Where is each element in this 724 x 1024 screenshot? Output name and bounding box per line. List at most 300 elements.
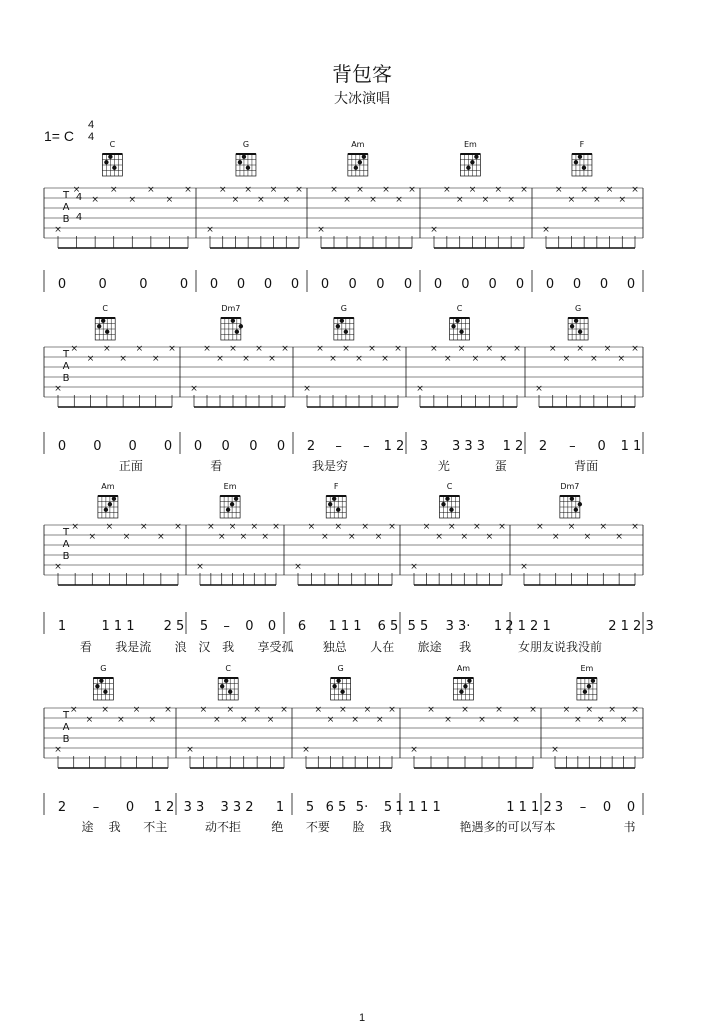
finger-dot: [587, 684, 591, 688]
tab-mark: ×: [71, 522, 79, 532]
chord-diagram: [236, 140, 256, 176]
tab-mark: ×: [132, 705, 141, 715]
tab-mark: ×: [207, 522, 215, 532]
tab-clef-letter: B: [62, 734, 70, 745]
finger-dot: [99, 679, 103, 683]
chord-diagram: [326, 482, 346, 518]
jianpu-note: 0: [403, 277, 413, 292]
tab-mark: ×: [244, 185, 252, 195]
chord-diagram: [348, 140, 368, 176]
system-1: [44, 140, 643, 292]
song-subtitle: 大冰演唱: [334, 91, 390, 107]
jianpu-note: 0: [98, 277, 107, 292]
finger-dot: [101, 319, 105, 323]
tab-mark: ×: [603, 344, 612, 354]
tab-mark: ×: [374, 532, 383, 542]
jianpu-note: 6 5: [325, 800, 347, 815]
chord-diagram: [450, 304, 470, 340]
jianpu-note: 0: [193, 439, 203, 454]
jianpu-note: 2: [538, 439, 548, 454]
tab-mark: ×: [520, 185, 528, 195]
finger-dot: [467, 679, 471, 683]
lyric-text: 旅途: [417, 640, 442, 654]
tab-mark: ×: [554, 185, 563, 195]
tab-clef-letter: A: [62, 361, 70, 372]
tab-mark: ×: [369, 195, 377, 205]
tab-mark: ×: [388, 705, 396, 715]
tab-mark: ×: [535, 384, 543, 394]
tab-mark: ×: [329, 354, 337, 364]
tab-mark: ×: [168, 344, 176, 354]
tab-mark: ×: [422, 522, 431, 532]
chord-name: C: [109, 140, 116, 149]
tab-clef-letter: T: [62, 349, 70, 360]
tab-mark: ×: [239, 532, 248, 542]
finger-dot: [97, 324, 101, 328]
finger-dot: [574, 319, 578, 323]
lyric-text: 我: [459, 640, 472, 654]
lyric-text: 正面: [118, 459, 143, 473]
tab-mark: ×: [485, 344, 494, 354]
tab-mark: ×: [343, 195, 351, 205]
jianpu-note: 0: [163, 439, 173, 454]
chord-diagram: [440, 482, 460, 518]
lyric-text: 享受孤: [257, 640, 294, 654]
tab-mark: ×: [394, 344, 402, 354]
finger-dot: [246, 166, 250, 170]
tab-mark: ×: [576, 344, 584, 354]
tab-mark: ×: [596, 715, 605, 725]
finger-dot: [459, 330, 463, 334]
lyric-text: 书: [623, 820, 636, 834]
jianpu-note: 1: [57, 619, 67, 634]
tab-mark: ×: [229, 344, 237, 354]
chord-name: C: [225, 664, 231, 673]
lyric-text: 途: [81, 820, 94, 834]
jianpu-note: 1 2: [153, 800, 175, 815]
tab-mark: ×: [416, 384, 424, 394]
jianpu-note: 0: [236, 277, 246, 292]
tab-mark: ×: [326, 715, 335, 725]
tab-mark: ×: [593, 195, 601, 205]
finger-dot: [108, 502, 112, 506]
chord-diagram: [460, 140, 480, 176]
tab-mark: ×: [355, 354, 363, 364]
finger-dot: [474, 155, 478, 159]
finger-dot: [470, 160, 474, 164]
tab-mark: ×: [54, 745, 62, 755]
chord-name: Am: [351, 140, 365, 149]
tab-mark: ×: [109, 185, 118, 195]
finger-dot: [231, 319, 235, 323]
jianpu-note: 2 5: [163, 619, 185, 634]
jianpu-note: 0: [209, 277, 219, 292]
lyric-text: 我: [222, 640, 235, 654]
tab-mark: ×: [206, 225, 214, 235]
jianpu-note: 0: [263, 277, 273, 292]
tab-mark: ×: [512, 715, 520, 725]
finger-dot: [328, 502, 332, 506]
jianpu-note: 0: [139, 277, 148, 292]
chord-name: G: [340, 304, 347, 313]
finger-dot: [235, 330, 239, 334]
jianpu-note: 3 3 3: [451, 439, 486, 454]
chord-diagram: [560, 482, 582, 518]
chord-name: G: [242, 140, 250, 149]
chord-diagram: [218, 664, 238, 700]
tab-mark: ×: [368, 344, 376, 354]
jianpu-note: 5 5: [407, 619, 429, 634]
tab-mark: ×: [217, 532, 226, 542]
jianpu-note: 1: [275, 800, 285, 815]
tab-mark: ×: [562, 705, 571, 715]
lyric-text: 汉: [198, 640, 211, 654]
chord-diagram: [98, 482, 118, 518]
jianpu-note: 2: [306, 439, 316, 454]
tab-mark: ×: [599, 522, 608, 532]
jianpu-note: 0: [57, 277, 67, 292]
tab-mark: ×: [199, 705, 208, 715]
tab-mark: ×: [330, 185, 338, 195]
lyric-text: 浪: [174, 640, 187, 654]
system-4: [44, 664, 643, 834]
jianpu-note: –: [569, 439, 576, 454]
tab-mark: ×: [498, 522, 506, 532]
tab-mark: ×: [250, 522, 259, 532]
finger-dot: [574, 508, 578, 512]
lyric-text: 不主: [143, 820, 168, 834]
tab-mark: ×: [295, 185, 303, 195]
tab-mark: ×: [435, 532, 443, 542]
finger-dot: [220, 684, 224, 688]
key-signature: 1= C: [44, 128, 74, 144]
finger-dot: [583, 690, 587, 694]
tab-mark: ×: [54, 562, 62, 572]
tab-mark: ×: [280, 705, 288, 715]
tab-mark: ×: [239, 715, 248, 725]
jianpu-note: 3 3·: [445, 619, 471, 634]
jianpu-note: 0: [57, 439, 67, 454]
finger-dot: [451, 324, 455, 328]
jianpu-note: 5: [199, 619, 209, 634]
finger-dot: [459, 690, 463, 694]
tab-time-top: 4: [75, 192, 83, 203]
jianpu-note: 5·: [355, 800, 369, 815]
lyric-text: 脸: [352, 820, 365, 834]
tab-mark: ×: [408, 185, 416, 195]
jianpu-note: 1 1 1: [328, 619, 362, 634]
chord-name: Em: [580, 664, 594, 673]
tab-mark: ×: [147, 185, 155, 195]
tab-mark: ×: [631, 185, 639, 195]
tab-mark: ×: [164, 705, 172, 715]
chord-diagram: [453, 664, 473, 700]
tab-mark: ×: [135, 344, 144, 354]
tab-mark: ×: [321, 532, 329, 542]
jianpu-note: 0: [348, 277, 357, 292]
lyric-text: 看: [79, 640, 92, 654]
chord-name: G: [574, 304, 582, 313]
tab-mark: ×: [261, 532, 269, 542]
finger-dot: [358, 160, 362, 164]
tab-mark: ×: [91, 195, 99, 205]
jianpu-note: 0: [376, 277, 385, 292]
tab-mark: ×: [257, 195, 265, 205]
jianpu-note: 0: [276, 439, 286, 454]
tab-mark: ×: [562, 354, 571, 364]
tab-mark: ×: [307, 522, 316, 532]
jianpu-note: 0: [597, 439, 606, 454]
finger-dot: [449, 508, 453, 512]
jianpu-note: 0: [488, 277, 497, 292]
tab-mark: ×: [148, 715, 157, 725]
tab-mark: ×: [342, 344, 350, 354]
tab-mark: ×: [590, 354, 598, 364]
tab-mark: ×: [231, 195, 240, 205]
finger-dot: [445, 497, 449, 501]
jianpu-note: 1: [493, 619, 503, 634]
finger-dot: [105, 330, 109, 334]
finger-dot: [455, 319, 459, 323]
tab-mark: ×: [253, 705, 261, 715]
finger-dot: [582, 166, 586, 170]
tab-mark: ×: [174, 522, 182, 532]
tab-mark: ×: [216, 354, 224, 364]
tab-mark: ×: [460, 532, 469, 542]
chord-name: Em: [463, 140, 477, 149]
tab-mark: ×: [266, 715, 275, 725]
tab-mark: ×: [269, 185, 278, 195]
finger-dot: [578, 330, 582, 334]
tab-mark: ×: [495, 705, 503, 715]
lyric-text: 看: [210, 459, 223, 473]
finger-dot: [578, 155, 582, 159]
tab-mark: ×: [347, 532, 356, 542]
tab-mark: ×: [507, 195, 515, 205]
tab-mark: ×: [351, 715, 359, 725]
tab-mark: ×: [314, 705, 323, 715]
finger-dot: [228, 690, 232, 694]
tab-mark: ×: [186, 745, 194, 755]
chord-name: F: [333, 482, 339, 491]
tab-mark: ×: [302, 745, 310, 755]
tab-mark: ×: [631, 705, 639, 715]
jianpu-note: 3: [419, 439, 429, 454]
tab-mark: ×: [294, 562, 302, 572]
tab-clef-letter: B: [62, 373, 70, 384]
finger-dot: [463, 684, 467, 688]
tab-mark: ×: [473, 522, 481, 532]
tab-mark: ×: [605, 185, 614, 195]
tab-mark: ×: [272, 522, 280, 532]
tab-mark: ×: [455, 195, 464, 205]
tab-mark: ×: [618, 195, 627, 205]
tab-mark: ×: [382, 185, 390, 195]
tab-mark: ×: [356, 185, 364, 195]
tab-mark: ×: [499, 354, 507, 364]
jianpu-note: 0: [290, 277, 300, 292]
chord-name: G: [100, 664, 107, 673]
chord-diagram: [102, 140, 122, 176]
jianpu-note: 0: [221, 439, 230, 454]
finger-dot: [104, 508, 108, 512]
tab-mark: ×: [228, 522, 237, 532]
jianpu-note: 6: [297, 619, 307, 634]
finger-dot: [336, 508, 340, 512]
tab-clef-letter: B: [62, 214, 70, 225]
chord-diagram: [220, 482, 240, 518]
tab-mark: ×: [430, 344, 438, 354]
tab-mark: ×: [410, 562, 418, 572]
finger-dot: [441, 502, 445, 506]
tab-mark: ×: [430, 225, 438, 235]
finger-dot: [340, 319, 344, 323]
finger-dot: [340, 690, 344, 694]
tab-mark: ×: [551, 745, 559, 755]
tab-mark: ×: [242, 354, 250, 364]
finger-dot: [112, 497, 116, 501]
tab-mark: ×: [86, 354, 95, 364]
tab-mark: ×: [567, 522, 576, 532]
tab-time-bottom: 4: [75, 212, 83, 223]
system-3: [44, 482, 654, 654]
finger-dot: [108, 155, 112, 159]
tab-mark: ×: [196, 562, 204, 572]
jianpu-note: 2: [57, 800, 67, 815]
tab-mark: ×: [619, 715, 628, 725]
jianpu-note: 5: [305, 800, 315, 815]
tab-mark: ×: [631, 522, 639, 532]
tab-mark: ×: [615, 532, 623, 542]
tab-mark: ×: [447, 522, 456, 532]
jianpu-note: –: [92, 800, 100, 815]
page-number: 1: [358, 1012, 366, 1024]
jianpu-note: 1 2: [502, 439, 524, 454]
tab-mark: ×: [567, 195, 576, 205]
chord-name: C: [446, 482, 453, 491]
jianpu-note: 0: [179, 277, 189, 292]
tab-mark: ×: [468, 185, 477, 195]
time-signature-bottom: 4: [87, 131, 95, 143]
jianpu-note: 2 1 2 1: [505, 619, 551, 634]
lyric-text: 绝: [271, 820, 284, 834]
tab-mark: ×: [457, 344, 466, 354]
tab-clef-letter: T: [62, 190, 70, 201]
tab-mark: ×: [203, 344, 211, 354]
finger-dot: [239, 324, 243, 328]
finger-dot: [466, 166, 470, 170]
jianpu-note: –: [363, 439, 370, 454]
tab-mark: ×: [190, 384, 198, 394]
lyric-text: 我是流: [115, 640, 152, 654]
finger-dot: [230, 502, 234, 506]
chord-name: C: [456, 304, 463, 313]
finger-dot: [95, 684, 99, 688]
tab-mark: ×: [268, 354, 276, 364]
tab-mark: ×: [617, 354, 626, 364]
lyric-text: 动不拒: [205, 820, 242, 834]
tab-mark: ×: [410, 745, 418, 755]
tab-mark: ×: [122, 532, 131, 542]
jianpu-note: 0: [602, 800, 612, 815]
lyric-text: 人在: [370, 640, 395, 654]
tab-mark: ×: [520, 562, 528, 572]
tab-mark: ×: [255, 344, 263, 354]
finger-dot: [234, 497, 238, 501]
song-title: 背包客: [332, 62, 392, 86]
tab-mark: ×: [103, 344, 111, 354]
tab-mark: ×: [70, 344, 79, 354]
lyric-text: 独总: [322, 640, 347, 654]
chord-diagram: [572, 140, 592, 176]
tab-mark: ×: [443, 185, 451, 195]
chord-name: Dm7: [221, 304, 241, 313]
finger-dot: [574, 160, 578, 164]
tab-mark: ×: [471, 354, 480, 364]
tab-mark: ×: [529, 705, 537, 715]
jianpu-note: 0: [433, 277, 443, 292]
jianpu-note: –: [335, 439, 342, 454]
jianpu-note: 0: [267, 619, 277, 634]
jianpu-note: 5: [383, 800, 393, 815]
tab-clef-letter: T: [62, 710, 70, 721]
finger-dot: [570, 324, 574, 328]
jianpu-note: 0: [515, 277, 525, 292]
chord-name: Dm7: [560, 482, 580, 491]
lyric-text: 我: [108, 820, 121, 834]
lyric-text: 我是穷: [312, 459, 349, 473]
jianpu-note: 3 3 2: [220, 800, 254, 815]
finger-dot: [104, 160, 108, 164]
jianpu-note: 2 1 2 3: [608, 619, 654, 634]
tab-mark: ×: [213, 715, 221, 725]
chord-diagram: [93, 664, 113, 700]
tab-mark: ×: [551, 532, 560, 542]
tab-mark: ×: [631, 344, 639, 354]
jianpu-note: 0: [572, 277, 582, 292]
tab-mark: ×: [226, 705, 235, 715]
jianpu-note: 0: [626, 800, 636, 815]
tab-mark: ×: [334, 522, 343, 532]
jianpu-note: –: [223, 619, 230, 634]
tab-mark: ×: [157, 532, 165, 542]
tab-mark: ×: [443, 354, 452, 364]
jianpu-note: 1 1 1: [101, 619, 135, 634]
tab-mark: ×: [608, 705, 616, 715]
chord-name: Am: [101, 482, 115, 491]
finger-dot: [336, 324, 340, 328]
tab-mark: ×: [184, 185, 192, 195]
chord-diagram: [95, 304, 115, 340]
tab-mark: ×: [583, 532, 592, 542]
tab-mark: ×: [580, 185, 588, 195]
tab-mark: ×: [54, 384, 62, 394]
lyric-text: 女朋友说我没前: [518, 640, 603, 654]
tab-mark: ×: [88, 532, 97, 542]
chord-diagram: [221, 304, 243, 340]
tab-clef-letter: A: [62, 202, 70, 213]
tab-mark: ×: [139, 522, 148, 532]
tab-mark: ×: [282, 195, 291, 205]
tab-mark: ×: [444, 715, 452, 725]
lyric-text: 光: [437, 459, 450, 473]
jianpu-note: 0: [320, 277, 330, 292]
finger-dot: [362, 155, 366, 159]
jianpu-note: 0: [461, 277, 470, 292]
chord-name: Am: [456, 664, 471, 673]
tab-clef-letter: A: [62, 722, 70, 733]
lyric-text: 我: [379, 820, 392, 834]
